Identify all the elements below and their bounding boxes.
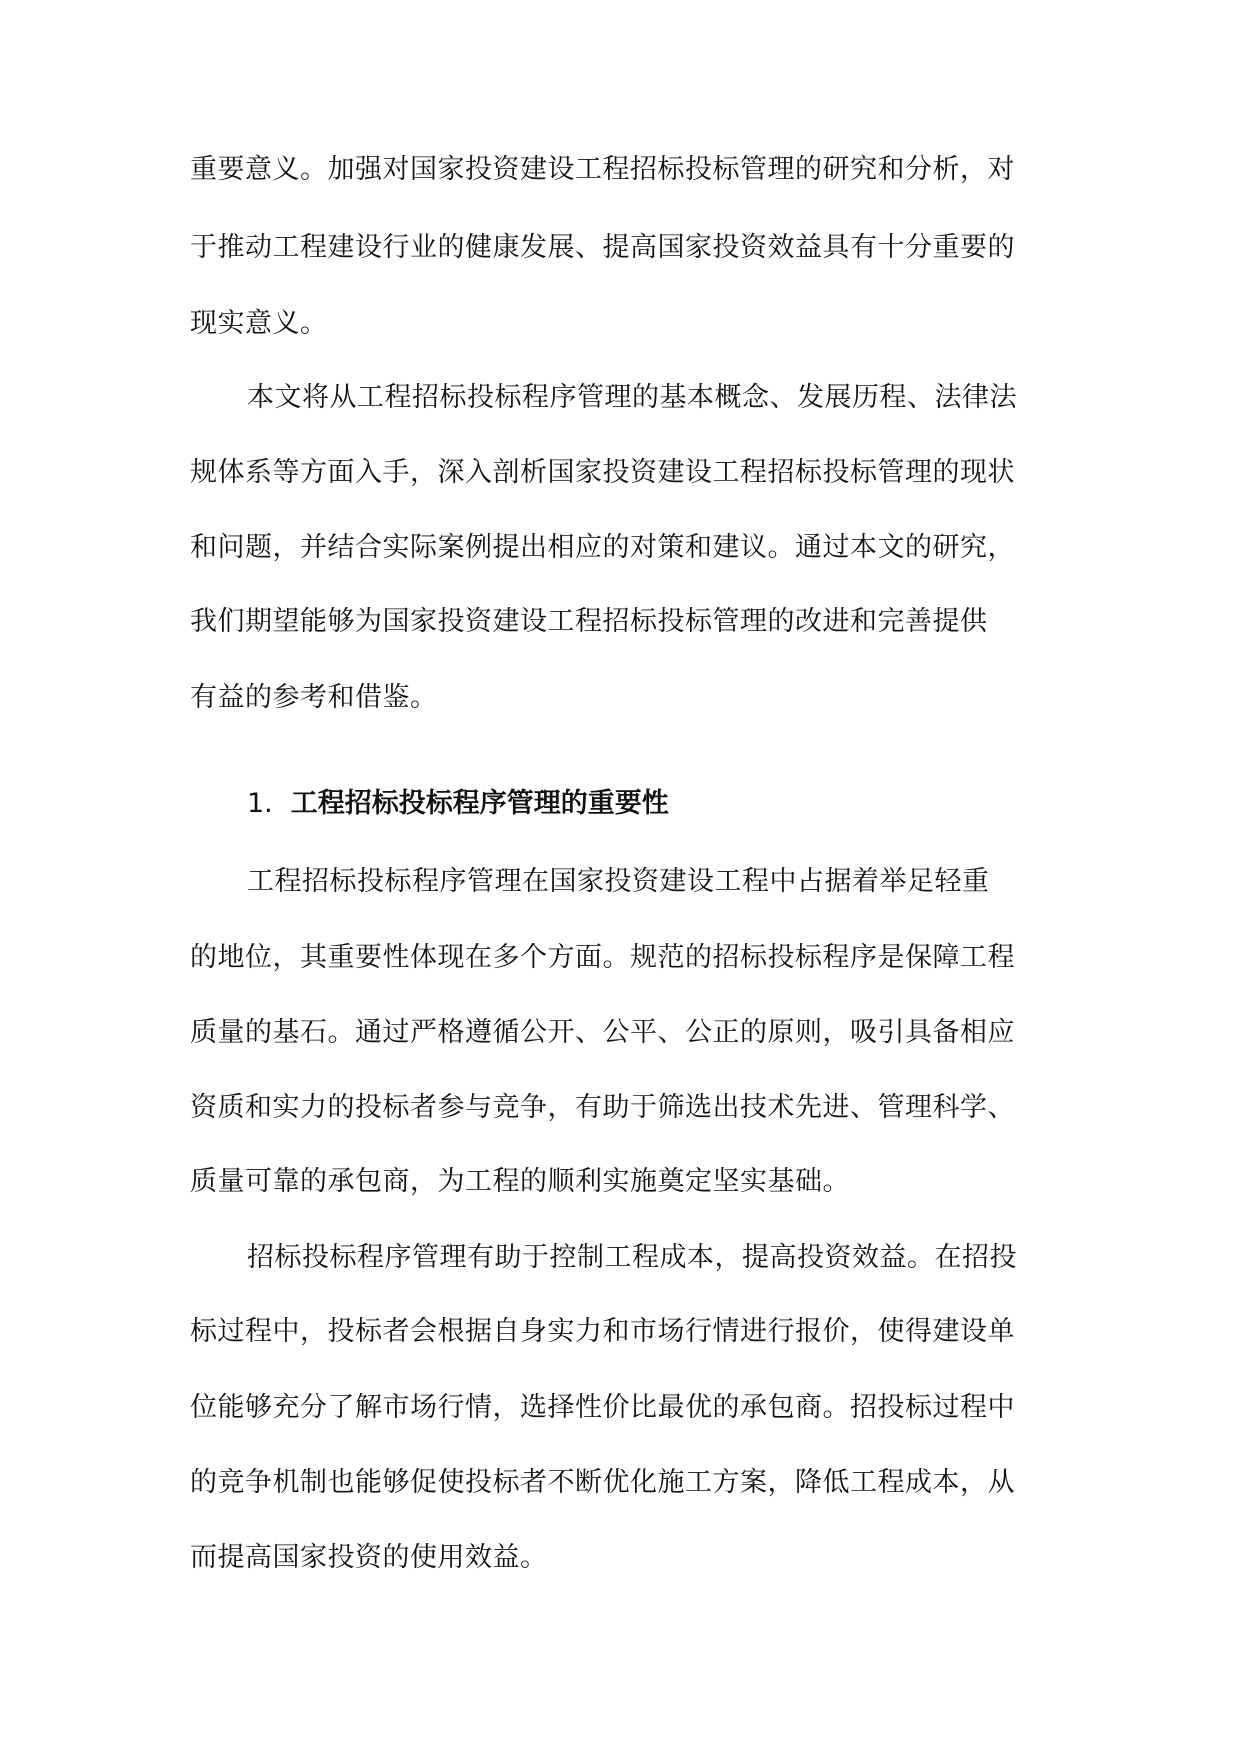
paragraph-line: 招标投标程序管理有助于控制工程成本，提高投资效益。在招投 (247, 1242, 1017, 1273)
paragraph-line: 规体系等方面入手，深入剖析国家投资建设工程招标投标管理的现状 (190, 457, 1015, 488)
paragraph-line: 我们期望能够为国家投资建设工程招标投标管理的改进和完善提供 (190, 606, 988, 637)
paragraph-line: 的地位，其重要性体现在多个方面。规范的招标投标程序是保障工程 (190, 942, 1015, 973)
paragraph-line: 位能够充分了解市场行情，选择性价比最优的承包商。招投标过程中 (190, 1392, 1015, 1423)
paragraph-line: 而提高国家投资的使用效益。 (190, 1542, 548, 1573)
paragraph-line: 质量可靠的承包商，为工程的顺利实施奠定坚实基础。 (190, 1166, 850, 1197)
paragraph-line: 现实意义。 (190, 308, 328, 339)
paragraph-line: 的竞争机制也能够促使投标者不断优化施工方案，降低工程成本，从 (190, 1467, 1015, 1498)
paragraph-line: 质量的基石。通过严格遵循公开、公平、公正的原则，吸引具备相应 (190, 1017, 1015, 1048)
section-number: 1. (247, 788, 273, 819)
paragraph-line: 于推动工程建设行业的健康发展、提高国家投资效益具有十分重要的 (190, 232, 1015, 263)
paragraph-line: 本文将从工程招标投标程序管理的基本概念、发展历程、法律法 (247, 382, 1017, 413)
paragraph-line: 有益的参考和借鉴。 (190, 682, 438, 713)
paragraph-line: 工程招标投标程序管理在国家投资建设工程中占据着举足轻重 (247, 866, 990, 897)
paragraph-line: 和问题，并结合实际案例提出相应的对策和建议。通过本文的研究， (190, 532, 1015, 563)
paragraph-line: 标过程中，投标者会根据自身实力和市场行情进行报价，使得建设单 (190, 1316, 1015, 1347)
paragraph-line: 重要意义。加强对国家投资建设工程招标投标管理的研究和分析，对 (190, 154, 1015, 185)
section-heading (247, 786, 669, 822)
section-title: 工程招标投标程序管理的重要性 (290, 788, 669, 819)
paragraph-line: 资质和实力的投标者参与竞争，有助于筛选出技术先进、管理科学、 (190, 1092, 1015, 1123)
